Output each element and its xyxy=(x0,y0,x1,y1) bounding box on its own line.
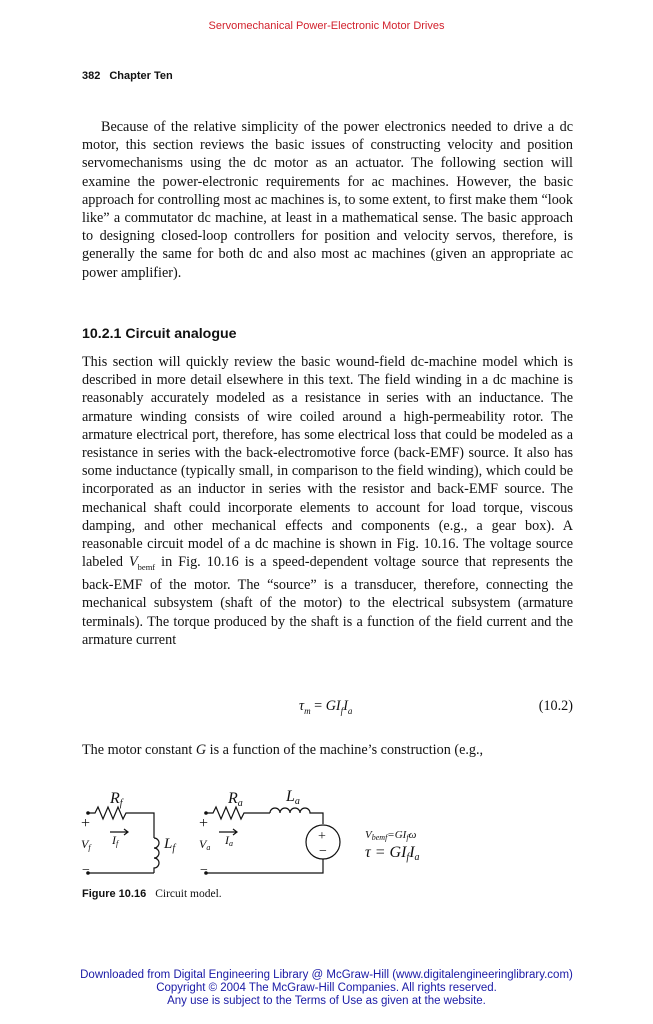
equation-body xyxy=(299,698,352,716)
eq-tau-sub: m xyxy=(304,705,311,716)
paragraph-text-before: This section will quickly review the basic wound-field dc-machine model which is described in more detail elsewhere in this text. The field winding in a dc machine is reasonably accurately modeled as a resistance in series with an inductance. The armature winding consists of wire coiled around a high-permeability rotor. The armature electrical port, therefore, has some electrical loss that could be modeled as a resistance in series with the back-electromotive force (back-EMF) source. It also has some inductance (typically small, in comparison to the field winding), which could be incorporated as an inductor in series with the resistor and back-EMF source. The mechanical shaft could incorporate elements to account for load torque, viscous damping, and other mechanical effects and components (e.g., a gear box). A reasonable circuit model of a dc machine is shown in Fig. 10.16. The voltage source labeled xyxy=(82,354,573,571)
label-armature-plus: + xyxy=(199,815,209,832)
label-ra: Ra xyxy=(228,790,243,809)
p3-after: is a function of the machine’s construction (e.g., xyxy=(206,742,484,758)
eq-f-sub: f xyxy=(340,705,344,716)
footer-copyright: Copyright © 2004 The McGraw-Hill Companies. All rights reserved. xyxy=(156,982,497,994)
chapter-label: Chapter Ten xyxy=(109,70,173,82)
eq-equals: = xyxy=(310,698,326,714)
label-source-plus: + xyxy=(318,829,326,844)
label-ia: Ia xyxy=(225,833,233,848)
eq-a-sub: a xyxy=(347,705,353,716)
paragraph-circuit-analogue xyxy=(82,353,573,649)
figure-caption xyxy=(82,888,222,900)
armature-inductor xyxy=(270,808,323,824)
eq-tau: τ xyxy=(299,698,305,714)
label-if: If xyxy=(112,833,119,848)
label-la: La xyxy=(286,788,300,807)
running-head xyxy=(82,70,173,82)
field-circuit xyxy=(88,807,159,873)
p3-symbol-g: G xyxy=(195,742,207,758)
label-vf: Vf xyxy=(81,837,91,852)
label-lf: $L_f$ xyxy=(164,836,176,854)
figure-caption-text: Circuit model. xyxy=(155,888,222,900)
torque-equation xyxy=(82,698,573,718)
label-armature-minus: − xyxy=(200,863,208,878)
paragraph-motor-constant xyxy=(82,741,573,759)
vbemf-subscript: bemf xyxy=(137,562,156,573)
label-rf: Rf xyxy=(110,790,123,809)
label-torque-equation: τ = GIfIa xyxy=(365,844,420,863)
circuit-svg xyxy=(78,782,458,882)
section-heading: 10.2.1 Circuit analogue xyxy=(82,326,237,342)
label-source-minus: − xyxy=(319,844,327,859)
equation-number: (10.2) xyxy=(538,698,573,714)
p3-before: The motor constant xyxy=(82,742,196,758)
circuit-diagram xyxy=(78,782,458,882)
eq-g: GI xyxy=(325,698,341,714)
label-field-minus: − xyxy=(82,863,90,878)
footer xyxy=(0,969,653,1008)
field-inductor xyxy=(154,838,159,873)
footer-terms[interactable]: Any use is subject to the Terms of Use as given at the website. xyxy=(167,995,486,1007)
figure-label: Figure 10.16 xyxy=(82,888,147,900)
field-resistor xyxy=(88,807,154,838)
armature-bottom-wire xyxy=(206,859,323,873)
page-number: 382 xyxy=(82,70,101,82)
book-title-banner: Servomechanical Power-Electronic Motor Drives xyxy=(208,20,445,32)
paragraph-text-after: in Fig. 10.16 is a speed-dependent voltage source that represents the back-EMF of the motor. The “source” is a transducer, therefore, connecting the mechanical subsystem (shaft of the motor) to the electrical subsystem (armature terminals). The torque produced by the shaft is a function of the field current and the armature current xyxy=(82,554,573,648)
label-bemf-equation: Vbemf=GIfω xyxy=(365,829,417,842)
eq-i: I xyxy=(343,698,348,714)
label-va: Va xyxy=(199,837,211,852)
vbemf-symbol: V xyxy=(129,554,138,571)
paragraph-intro: Because of the relative simplicity of the power electronics needed to drive a dc motor, this section reviews the basic issues of constructing velocity and position servomechanisms using the dc motor as an actuator. The following section will examine the power-electronic requirements for ac machines. However, the basic approach for controlling most ac machines is, to some extent, to first make them “look like” a commutator dc machine, at least in a mathematical sense. The basic approach to designing closed-loop controllers for position and velocity servos, therefore, is generally the same for both dc and also most ac machines (given an appropriate ac power amplifier). xyxy=(82,119,573,281)
footer-download-link[interactable]: Downloaded from Digital Engineering Library @ McGraw-Hill (www.digitalengineeringlibrary.com) xyxy=(80,969,573,981)
label-field-plus: + xyxy=(81,815,91,832)
